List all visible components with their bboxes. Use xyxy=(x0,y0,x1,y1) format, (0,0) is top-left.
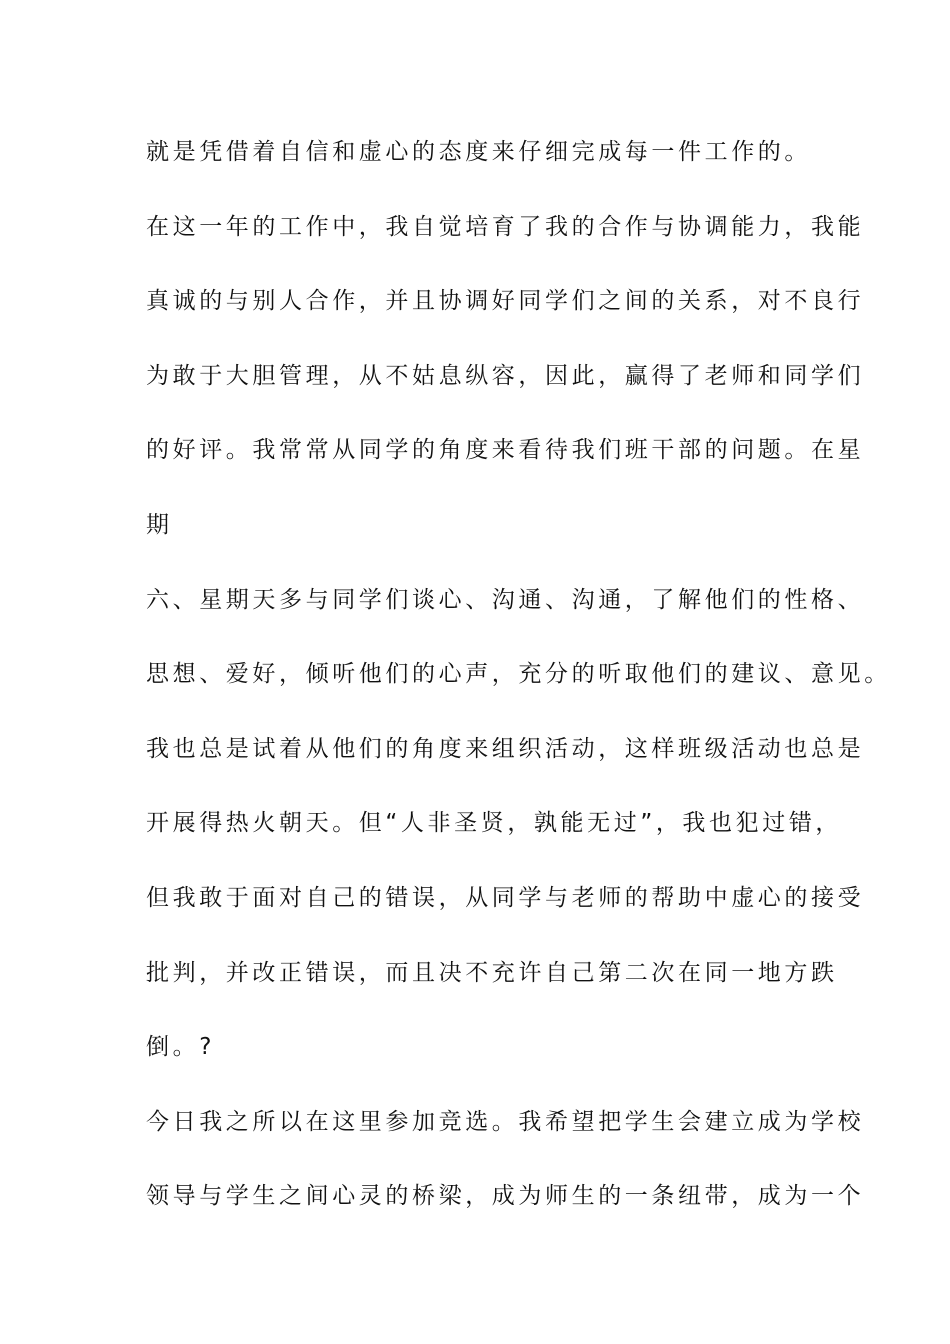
text-line: 真诚的与别人合作，并且协调好同学们之间的关系，对不良行 xyxy=(146,288,865,315)
text-line: 在这一年的工作中，我自觉培育了我的合作与协调能力，我能 xyxy=(146,213,865,240)
text-line: 六、星期天多与同学们谈心、沟通、沟通，了解他们的性格、 xyxy=(146,586,865,613)
text-line: 但我敢于面对自己的错误，从同学与老师的帮助中虚心的接受 xyxy=(146,884,865,911)
text-line: 开展得热火朝天。但“人非圣贤，孰能无过”，我也犯过错， xyxy=(146,810,843,837)
text-line: 今日我之所以在这里参加竞选。我希望把学生会建立成为学校 xyxy=(146,1108,865,1135)
body-text xyxy=(146,130,891,1249)
text-line: 倒。? xyxy=(146,1034,216,1061)
text-line: 就是凭借着自信和虚心的态度来仔细完成每一件工作的。 xyxy=(146,139,811,165)
text-line: 思想、爱好，倾听他们的心声，充分的听取他们的建议、意见。 xyxy=(146,661,891,688)
text-line: 为敢于大胆管理，从不姑息纵容，因此，赢得了老师和同学们 xyxy=(146,362,865,389)
text-line: 的好评。我常常从同学的角度来看待我们班干部的问题。在星 xyxy=(146,437,865,464)
text-line: 期 xyxy=(146,511,173,538)
text-line: 我也总是试着从他们的角度来组织活动，这样班级活动也总是 xyxy=(146,735,865,762)
text-line: 批判，并改正错误，而且决不充许自己第二次在同一地方跌 xyxy=(146,959,838,986)
text-line: 领导与学生之间心灵的桥梁，成为师生的一条纽带，成为一个 xyxy=(146,1183,865,1210)
